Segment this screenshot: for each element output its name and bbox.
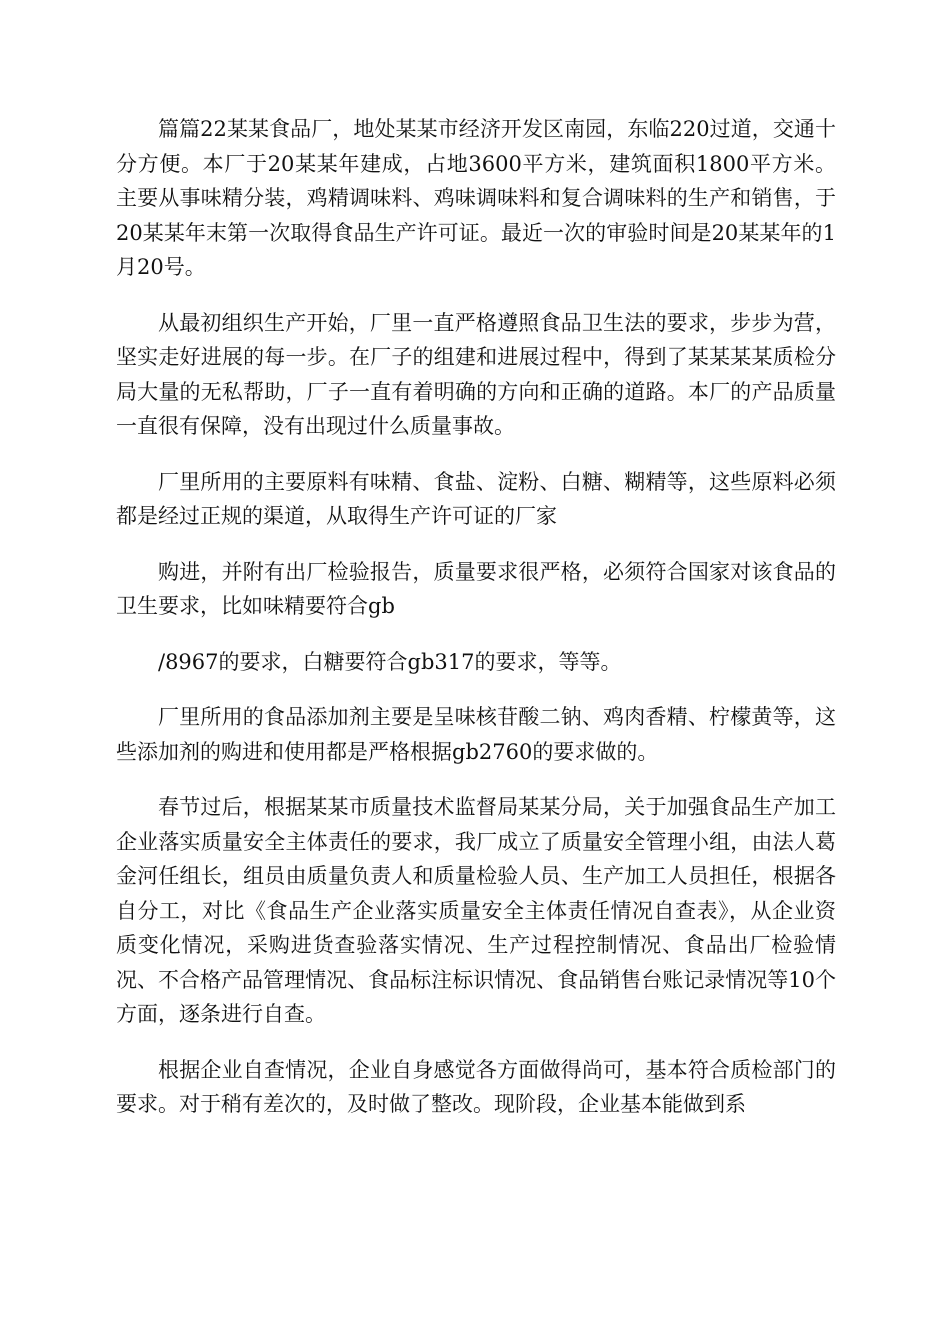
paragraph-production-history: 从最初组织生产开始，厂里一直严格遵照食品卫生法的要求，步步为营，坚实走好进展的每一步。在厂子的组建和进展过程中，得到了某某某某质检分局大量的无私帮助，厂子一直有着明确的方向和正确的道路。本厂的产品质量一直很有保障，没有出现过什么质量事故。 (116, 310, 836, 438)
paragraph-factory-overview: 篇篇22某某食品厂，地处某某市经济开发区南园，东临220过道，交通十分方便。本厂于20某某年建成，占地3600平方米，建筑面积1800平方米。主要从事味精分装，鸡精调味料、鸡味调味料和复合调味料的生产和销售，于20某某年末第一次取得食品生产许可证。最近一次的审验时间是20某某年的1月20号。 (116, 117, 836, 279)
paragraph-standards: /8967的要求，白糖要符合gb317的要求，等等。 (158, 649, 622, 674)
paragraph-food-additives: 厂里所用的食品添加剂主要是呈味核苷酸二钠、鸡肉香精、柠檬黄等，这些添加剂的购进和使用都是严格根据gb2760的要求做的。 (116, 705, 836, 764)
document-body (116, 112, 836, 1143)
paragraph-self-inspection: 春节过后，根据某某市质量技术监督局某某分局，关于加强食品生产加工企业落实质量安全主体责任的要求，我厂成立了质量安全管理小组，由法人葛金河任组长，组员由质量负责人和质量检验人员、生产加工人员担任，根据各自分工，对比《食品生产企业落实质量安全主体责任情况自查表》，从企业资质变化情况，采购进货查验落实情况、生产过程控制情况、食品出厂检验情况、不合格产品管理情况、食品标注标识情况、食品销售台账记录情况等10个方面，逐条进行自查。 (116, 795, 836, 1026)
paragraph-raw-materials: 厂里所用的主要原料有味精、食盐、淀粉、白糖、糊精等，这些原料必须都是经过正规的渠道，从取得生产许可证的厂家 (116, 469, 836, 528)
paragraph-purchase-requirements: 购进，并附有出厂检验报告，质量要求很严格，必须符合国家对该食品的卫生要求，比如味精要符合gb (116, 559, 836, 618)
paragraph-inspection-result: 根据企业自查情况，企业自身感觉各方面做得尚可，基本符合质检部门的要求。对于稍有差次的，及时做了整改。现阶段，企业基本能做到系 (116, 1057, 836, 1116)
